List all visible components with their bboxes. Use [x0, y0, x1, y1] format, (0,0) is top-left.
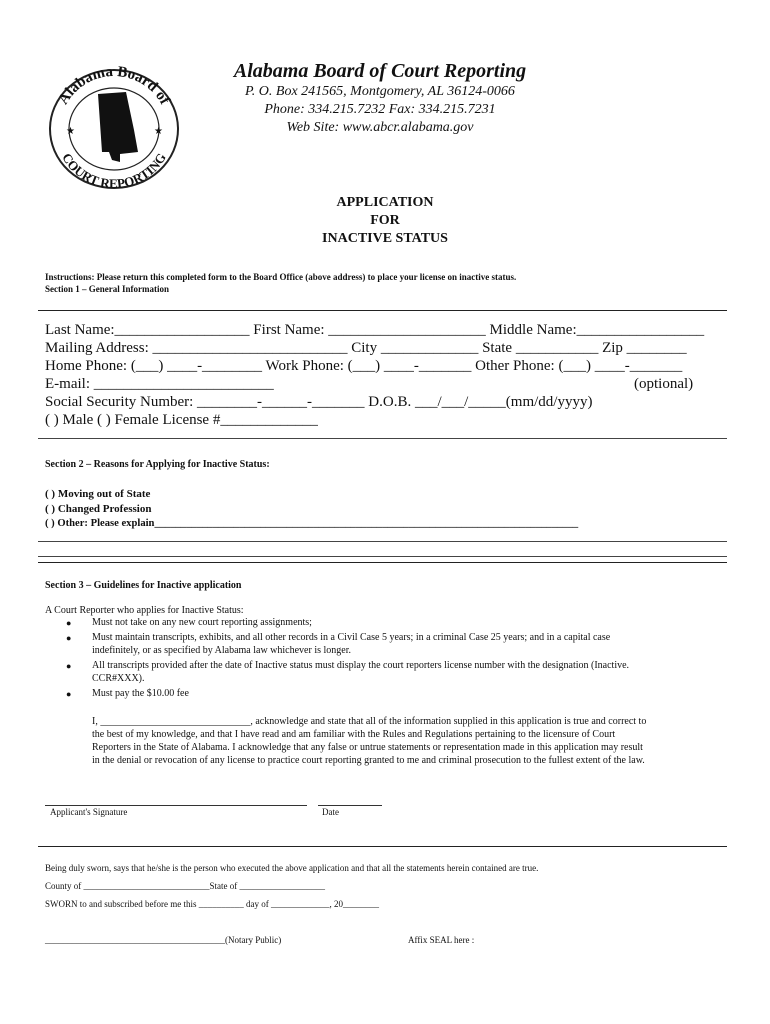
- gender-license-line[interactable]: ( ) Male ( ) Female License #_____________: [45, 412, 318, 428]
- email-field-line[interactable]: E-mail: ________________________: [45, 376, 274, 392]
- acknowledgement-line: Reporters in the State of Alabama. I acknowledge that any false or untrue statements or representation made in this application may result: [92, 742, 643, 753]
- applicant-signature-line[interactable]: [45, 805, 307, 806]
- board-website: Web Site: www.abcr.alabama.gov: [286, 120, 474, 135]
- board-address: P. O. Box 241565, Montgomery, AL 36124-0066: [245, 84, 515, 99]
- ssn-dob-line[interactable]: Social Security Number: ________-______-_______ D.O.B. ___/___/_____(mm/dd/yyyy): [45, 394, 593, 410]
- guideline-item-continued: indefinitely, or as specified by Alabama law whichever is longer.: [92, 645, 351, 656]
- acknowledgement-line[interactable]: I, ______________________________, acknowledge and state that all of the information supplied in this application is true and correct to: [92, 716, 647, 727]
- guideline-item: All transcripts provided after the date of Inactive status must display the court reporters license number with the designation (Inactive.: [92, 660, 630, 671]
- explain-line[interactable]: [38, 556, 727, 557]
- address-fields-line[interactable]: Mailing Address: __________________________ City _____________ State ___________ Zip ________: [45, 340, 687, 356]
- section2-heading: Section 2 – Reasons for Applying for Inactive Status:: [45, 459, 270, 470]
- affix-seal-label: Affix SEAL here :: [408, 935, 475, 945]
- sworn-statement: Being duly sworn, says that he/she is the person who executed the above application and that all the statements herein contained are true.: [45, 863, 539, 873]
- phone-fields-line[interactable]: Home Phone: (___) ____-________ Work Phone: (___) ____-_______ Other Phone: (___) ____-_______: [45, 358, 683, 374]
- county-state-line[interactable]: County of ____________________________State of ___________________: [45, 881, 325, 891]
- guideline-item-continued: CCR#XXX).: [92, 673, 145, 684]
- section-divider: [38, 438, 727, 439]
- reason-moving-checkbox[interactable]: ( ) Moving out of State: [45, 488, 151, 500]
- acknowledgement-line: in the denial or revocation of any license to practice court reporting granted to me and criminal prosecution to the fullest extent of the law.: [92, 755, 645, 766]
- instructions-text: Instructions: Please return this completed form to the Board Office (above address) to place your license on inactive status.: [45, 272, 517, 282]
- section-divider: [38, 310, 727, 311]
- acknowledgement-line: the best of my knowledge, and that I have read and am familiar with the Rules and Regulations pertaining to the licensure of Court: [92, 729, 616, 740]
- section-divider: [38, 846, 727, 847]
- reason-profession-checkbox[interactable]: ( ) Changed Profession: [45, 503, 152, 515]
- notary-signature-line[interactable]: ________________________________________(Notary Public): [45, 935, 282, 945]
- board-phone-fax: Phone: 334.215.7232 Fax: 334.215.7231: [264, 102, 496, 117]
- bullet-icon: ●: [66, 689, 72, 699]
- guidelines-intro: A Court Reporter who applies for Inactive Status:: [45, 605, 244, 616]
- name-fields-line[interactable]: Last Name:__________________ First Name: _____________________ Middle Name:_________________: [45, 322, 705, 338]
- date-label: Date: [322, 807, 339, 817]
- date-line[interactable]: [318, 805, 382, 806]
- section1-heading: Section 1 – General Information: [45, 284, 169, 294]
- reason-other-checkbox[interactable]: ( ) Other: Please explain________________________________________________________________________________: [45, 518, 579, 529]
- form-title-line3: INACTIVE STATUS: [322, 231, 448, 246]
- subscribed-line[interactable]: SWORN to and subscribed before me this __________ day of _____________, 20________: [45, 899, 379, 909]
- applicant-signature-label: Applicant's Signature: [50, 807, 128, 817]
- guideline-item: Must maintain transcripts, exhibits, and all other records in a Civil Case 5 years; in a criminal Case 25 years; and in a capital case: [92, 632, 611, 643]
- section3-heading: Section 3 – Guidelines for Inactive application: [45, 580, 242, 591]
- svg-text:★: ★: [66, 126, 75, 137]
- bullet-icon: ●: [66, 633, 72, 643]
- seal-text-bottom: COURT REPORTING: [59, 150, 169, 192]
- seal-text-top: Alabama Board of: [55, 66, 173, 108]
- guideline-item: Must not take on any new court reporting assignments;: [92, 617, 312, 628]
- guideline-item: Must pay the $10.00 fee: [92, 688, 189, 699]
- svg-text:★: ★: [154, 126, 163, 137]
- board-title: Alabama Board of Court Reporting: [233, 60, 527, 82]
- bullet-icon: ●: [66, 618, 72, 628]
- explain-line[interactable]: [38, 541, 727, 542]
- section-divider: [38, 562, 727, 563]
- form-title-line2: FOR: [370, 213, 400, 228]
- bullet-icon: ●: [66, 661, 72, 671]
- email-optional-note: (optional): [634, 376, 694, 392]
- form-title-line1: APPLICATION: [336, 195, 434, 210]
